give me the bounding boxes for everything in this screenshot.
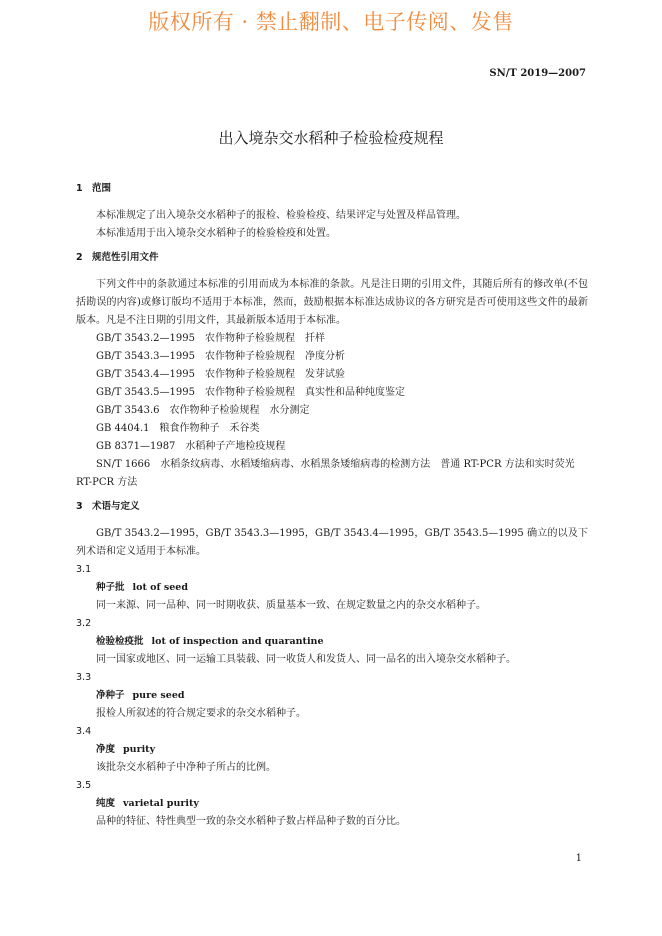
reference-item: GB/T 3543.5—1995 农作物种子检验规程 真实性和品种纯度鉴定 (96, 387, 405, 398)
reference-item: GB/T 3543.2—1995 农作物种子检验规程 扦样 (96, 333, 325, 344)
term-definition: 报检人所叙述的符合规定要求的杂交水稻种子。 (96, 708, 306, 719)
term-english: lot of seed (132, 582, 188, 593)
term-number: 3.3 (76, 672, 92, 683)
term-number: 3.1 (76, 564, 92, 575)
term-heading (76, 795, 588, 813)
term-heading (76, 741, 588, 759)
term-chinese: 种子批 (96, 582, 125, 593)
reference-item: SN/T 1666 水稻条纹病毒、水稻矮缩病毒、水稻黑条矮缩病毒的检测方法 普通 RT-PCR 方法和实时荧光 RT-PCR 方法 (76, 459, 575, 488)
term-number: 3.2 (76, 618, 92, 629)
term-number: 3.5 (76, 780, 92, 791)
term-chinese: 纯度 (96, 798, 116, 809)
term-english: lot of inspection and quarantine (151, 636, 324, 647)
term-definition: 该批杂交水稻种子中净种子所占的比例。 (96, 762, 276, 773)
term-number: 3.4 (76, 726, 92, 737)
term-definition: 同一来源、同一品种、同一时期收获、质量基本一致、在规定数量之内的杂交水稻种子。 (96, 600, 486, 611)
section-heading-normative-references (76, 249, 588, 267)
term-chinese: 检验检疫批 (96, 636, 144, 647)
term-heading (76, 579, 588, 597)
copyright-watermark: 版权所有 · 禁止翻制、电子传阅、发售 (148, 10, 514, 34)
section-heading-terms (76, 498, 588, 516)
normative-intro-paragraph: 下列文件中的条款通过本标准的引用而成为本标准的条款。凡是注日期的引用文件，其随后所有的修改单(不包括勘误的内容)或修订版均不适用于本标准，然而，鼓励根据本标准达成协议的各方研究是否可使用这些文件的最新版本。凡是不注日期的引用文件，其最新版本适用于本标准。 (76, 279, 588, 326)
reference-item: GB 8371—1987 水稻种子产地检疫规程 (96, 441, 286, 452)
section-number: 2 (76, 252, 83, 263)
term-chinese: 净种子 (96, 690, 125, 701)
section-title: 范围 (92, 183, 112, 194)
section-heading-scope (76, 180, 588, 198)
document-body (76, 180, 588, 831)
terms-intro-paragraph: GB/T 3543.2—1995，GB/T 3543.3—1995，GB/T 3543.4—1995，GB/T 3543.5—1995 确立的以及下列术语和定义适用于本标准。 (76, 528, 588, 557)
standard-code: SN/T 2019—2007 (489, 68, 586, 79)
reference-item: GB/T 3543.3—1995 农作物种子检验规程 净度分析 (96, 351, 345, 362)
term-chinese: 净度 (96, 744, 116, 755)
term-heading (76, 633, 588, 651)
reference-item: GB/T 3543.4—1995 农作物种子检验规程 发芽试验 (96, 369, 345, 380)
term-english: pure seed (132, 690, 185, 701)
reference-item: GB 4404.1 粮食作物种子 禾谷类 (96, 423, 260, 434)
section-title: 术语与定义 (92, 501, 140, 512)
page-number: 1 (575, 853, 582, 864)
reference-item: GB/T 3543.6 农作物种子检验规程 水分测定 (96, 405, 310, 416)
scope-paragraph: 本标准适用于出入境杂交水稻种子的检验检疫和处置。 (96, 228, 336, 239)
term-definition: 品种的特征、特性典型一致的杂交水稻种子数占样品种子数的百分比。 (96, 816, 406, 827)
term-english: varietal purity (123, 798, 199, 809)
section-number: 3 (76, 501, 83, 512)
term-definition: 同一国家或地区、同一运输工具装载、同一收货人和发货人、同一品名的出入境杂交水稻种子。 (96, 654, 516, 665)
section-number: 1 (76, 183, 83, 194)
scope-paragraph: 本标准规定了出入境杂交水稻种子的报检、检验检疫、结果评定与处置及样品管理。 (96, 210, 466, 221)
section-title: 规范性引用文件 (92, 252, 159, 263)
term-english: purity (123, 744, 156, 755)
term-heading (76, 687, 588, 705)
document-title: 出入境杂交水稻种子检验检疫规程 (218, 129, 444, 147)
